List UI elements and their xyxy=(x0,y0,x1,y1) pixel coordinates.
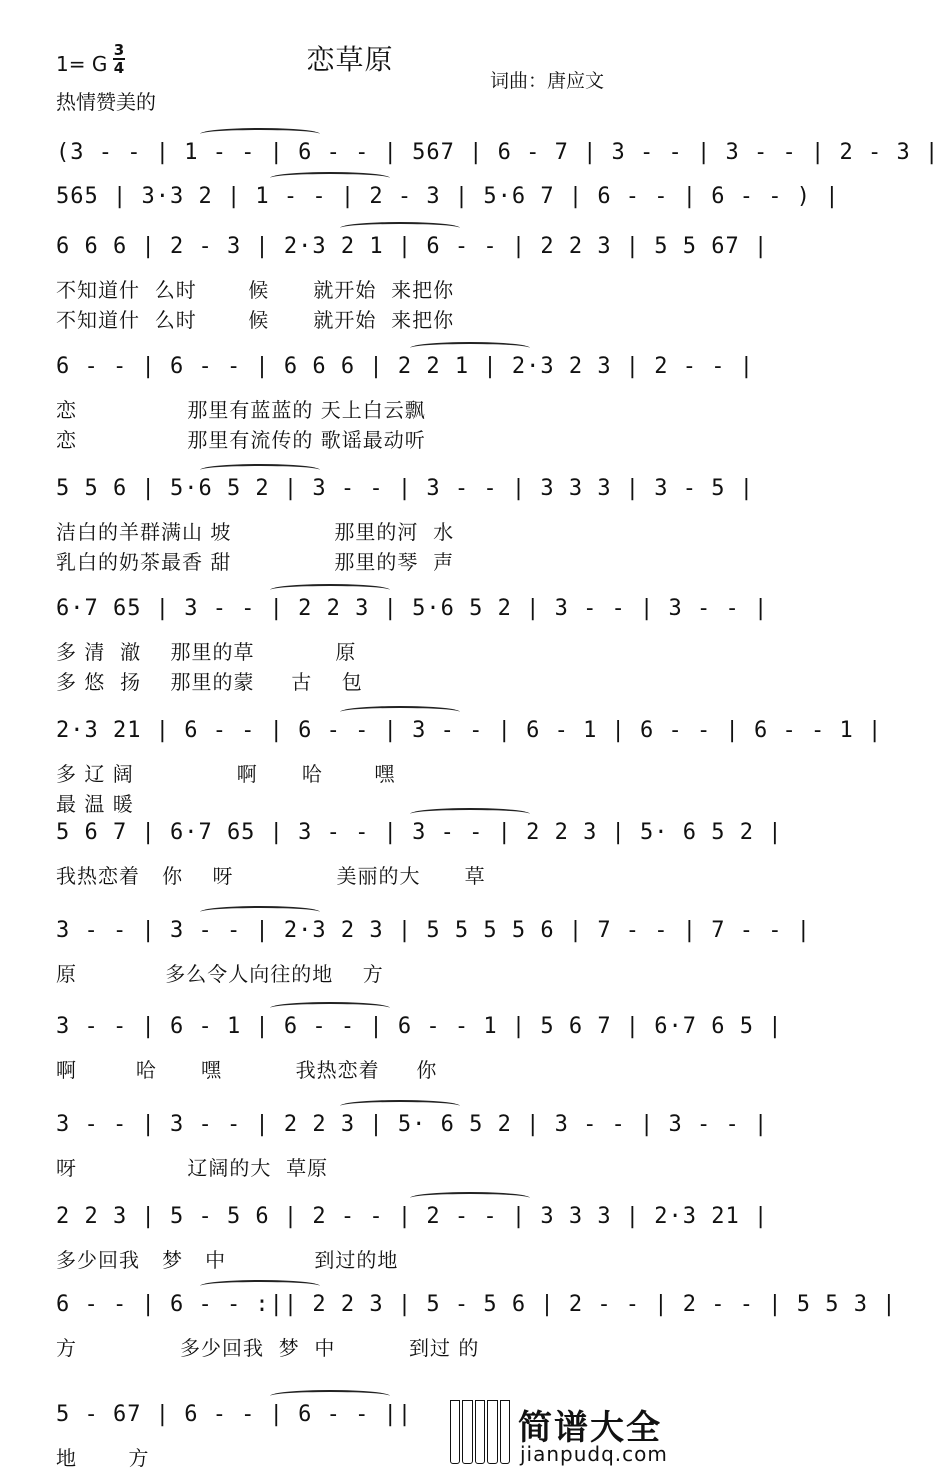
tie-arc xyxy=(270,172,390,184)
lyric-line: 原 多么令人向往的地 方 xyxy=(56,962,384,986)
site-logo xyxy=(450,1400,690,1466)
key-signature: 1= G xyxy=(56,52,108,76)
notation-row xyxy=(56,820,783,860)
notation-row xyxy=(56,596,769,636)
lyric-line: 多 清 澈 那里的草 原 xyxy=(56,640,357,664)
notation-line: 2 2 3 | 5 - 5 6 | 2 - - | 2 - - | 3 3 3 | 2·3 21 | xyxy=(56,1204,769,1229)
notation-line: 3 - - | 6 - 1 | 6 - - | 6 - - 1 | 5 6 7 | 6·7 6 5 | xyxy=(56,1014,783,1039)
lyric-line: 恋 那里有蓝蓝的 天上白云飘 xyxy=(56,398,426,422)
notation-row xyxy=(56,918,811,958)
notation-line: 6 6 6 | 2 - 3 | 2·3 2 1 | 6 - - | 2 2 3 | 5 5 67 | xyxy=(56,234,769,259)
lyric-line: 呀 辽阔的大 草原 xyxy=(56,1156,329,1180)
tie-arc xyxy=(340,1100,460,1112)
author-credit: 词曲：唐应文 xyxy=(490,70,605,92)
notation-line: 5 6 7 | 6·7 65 | 3 - - | 3 - - | 2 2 3 | 5· 6 5 2 | xyxy=(56,820,783,845)
lyric-line: 不知道什 么时 候 就开始 来把你 xyxy=(56,308,455,332)
notation-line: 6 - - | 6 - - :|| 2 2 3 | 5 - 5 6 | 2 - - | 2 - - | 5 5 3 | xyxy=(56,1292,897,1317)
notation-line: 3 - - | 3 - - | 2 2 3 | 5· 6 5 2 | 3 - - | 3 - - | xyxy=(56,1112,769,1137)
tempo-marking: 热情赞美的 xyxy=(56,90,156,114)
notation-row xyxy=(56,476,755,516)
notation-line: (3 - - | 1 - - | 6 - - | 567 | 6 - 7 | 3 - - | 3 - - | 2 - 3 | xyxy=(56,140,939,165)
notation-row xyxy=(56,184,840,224)
tie-arc xyxy=(410,342,530,354)
logo-text: 简谱大全 xyxy=(518,1408,662,1448)
tie-arc xyxy=(200,906,320,918)
notation-row xyxy=(56,718,883,758)
tie-arc xyxy=(340,706,460,718)
lyric-line: 不知道什 么时 候 就开始 来把你 xyxy=(56,278,455,302)
notation-row xyxy=(56,1292,897,1332)
time-signature xyxy=(112,42,126,76)
song-title: 恋草原 xyxy=(306,43,394,76)
lyric-line: 多 辽 阔 啊 哈 嘿 xyxy=(56,762,396,786)
notation-line: 5 5 6 | 5·6 5 2 | 3 - - | 3 - - | 3 3 3 | 3 - 5 | xyxy=(56,476,755,501)
notation-row xyxy=(56,1204,769,1244)
meter-bottom: 4 xyxy=(113,59,125,77)
lyric-line: 洁白的羊群满山 坡 那里的河 水 xyxy=(56,520,455,544)
notation-line: 6 - - | 6 - - | 6 6 6 | 2 2 1 | 2·3 2 3 | 2 - - | xyxy=(56,354,755,379)
piano-keys-icon xyxy=(450,1400,512,1462)
notation-row xyxy=(56,234,769,274)
tie-arc xyxy=(200,464,320,476)
lyric-line: 多 悠 扬 那里的蒙 古 包 xyxy=(56,670,363,694)
tie-arc xyxy=(200,128,320,140)
lyric-line: 多少回我 梦 中 到过的地 xyxy=(56,1248,399,1272)
meter-top: 3 xyxy=(113,41,125,59)
tie-arc xyxy=(410,808,530,820)
lyric-line: 啊 哈 嘿 我热恋着 你 xyxy=(56,1058,438,1082)
lyric-line: 恋 那里有流传的 歌谣最动听 xyxy=(56,428,426,452)
tie-arc xyxy=(410,1192,530,1204)
logo-url: jianpudq.com xyxy=(520,1442,668,1466)
lyric-line: 乳白的奶茶最香 甜 那里的琴 声 xyxy=(56,550,455,574)
tie-arc xyxy=(270,1390,390,1402)
lyric-line: 我热恋着 你 呀 美丽的大 草 xyxy=(56,864,486,888)
notation-line: 2·3 21 | 6 - - | 6 - - | 3 - - | 6 - 1 | 6 - - | 6 - - 1 | xyxy=(56,718,883,743)
lyric-line: 最 温 暖 xyxy=(56,792,134,816)
tie-arc xyxy=(270,584,390,596)
tie-arc xyxy=(200,1280,320,1292)
notation-row xyxy=(56,354,755,394)
notation-line: 3 - - | 3 - - | 2·3 2 3 | 5 5 5 5 6 | 7 - - | 7 - - | xyxy=(56,918,811,943)
lyric-line: 地 方 xyxy=(56,1446,150,1470)
notation-row xyxy=(56,1014,783,1054)
notation-line: 6·7 65 | 3 - - | 2 2 3 | 5·6 5 2 | 3 - - | 3 - - | xyxy=(56,596,769,621)
notation-line: 5 - 67 | 6 - - | 6 - - || xyxy=(56,1402,413,1427)
notation-row xyxy=(56,1112,769,1152)
notation-line: 565 | 3·3 2 | 1 - - | 2 - 3 | 5·6 7 | 6 - - | 6 - - ) | xyxy=(56,184,840,209)
tie-arc xyxy=(270,1002,390,1014)
lyric-line: 方 多少回我 梦 中 到过 的 xyxy=(56,1336,480,1360)
tie-arc xyxy=(340,222,460,234)
